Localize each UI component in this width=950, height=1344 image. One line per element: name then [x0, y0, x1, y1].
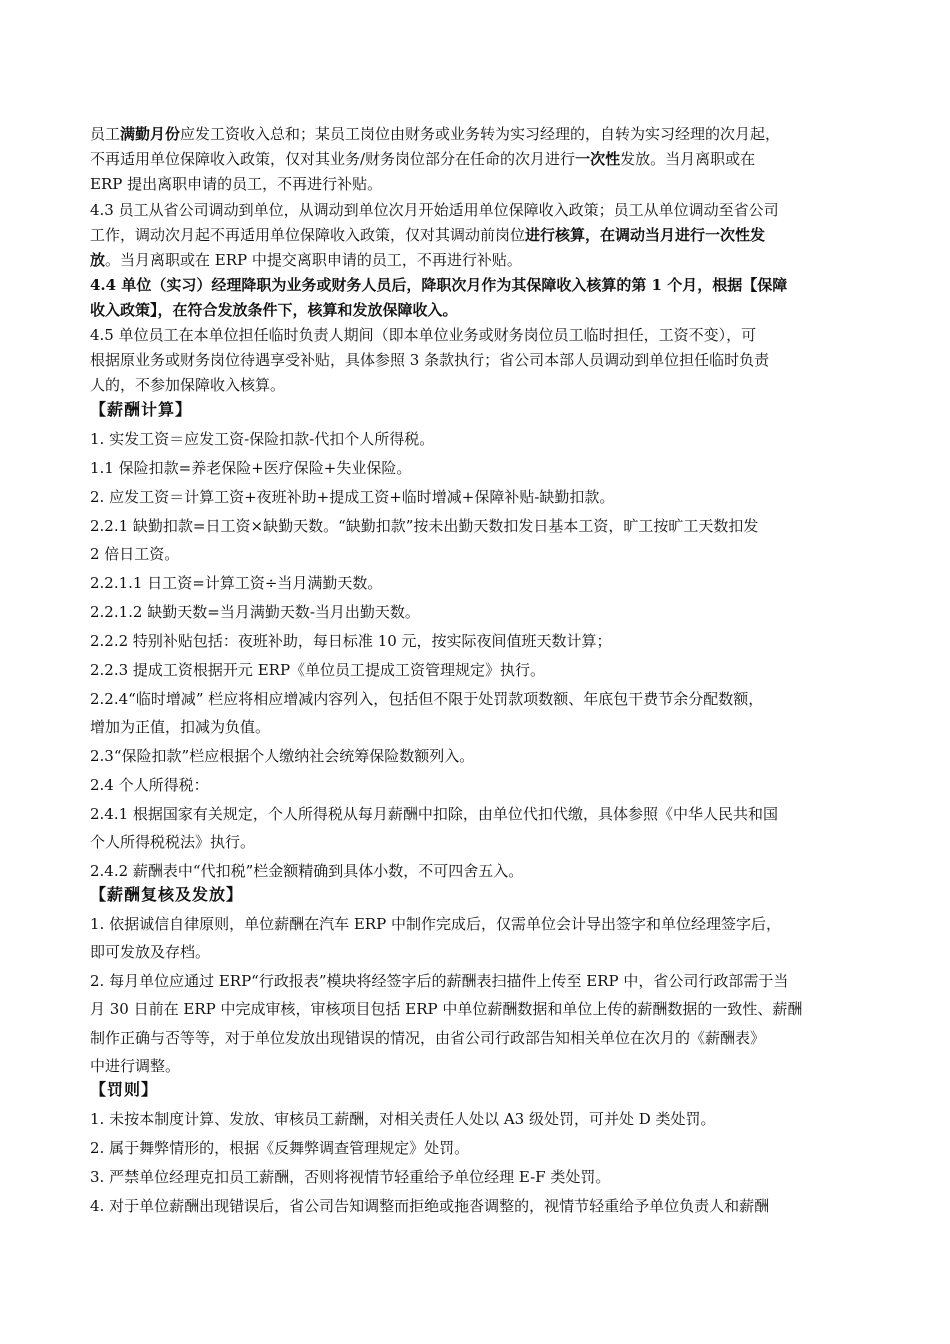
review-line: 即可发放及存档。: [90, 943, 211, 961]
salary-calc-line: 2.2.3 提成工资根据开元 ERP《单位员工提成工资管理规定》执行。: [90, 661, 546, 679]
clause-4-5-line-1: 4.5 单位员工在本单位担任临时负责人期间（即本单位业务或财务岗位员工临时担任，工资不变），可: [90, 326, 757, 344]
text-run: 不再适用单位保障收入政策，仅对其业务/财务岗位部分在任命的次月进行: [90, 150, 576, 168]
section-heading-penalty: 【罚则】: [90, 1080, 159, 1099]
salary-calc-line: 增加为正值，扣减为负值。: [90, 718, 271, 736]
bold-run: 满勤月份: [120, 125, 181, 143]
salary-calc-line: 2.4 个人所得税：: [90, 776, 209, 794]
review-line: 1. 依据诚信自律原则，单位薪酬在汽车 ERP 中制作完成后，仅需单位会计导出签字和单位经理签字后，: [90, 915, 781, 933]
penalty-line: 4. 对于单位薪酬出现错误后，省公司告知调整而拒绝或拖沓调整的，视情节轻重给予单位负责人和薪酬: [90, 1197, 770, 1215]
review-line: 制作正确与否等等，对于单位发放出现错误的情况，由省公司行政部告知相关单位在次月的《薪酬表》: [90, 1029, 766, 1047]
clause-4-4-line-1: 4.4 单位（实习）经理降职为业务或财务人员后，降职次月作为其保障收入核算的第 1 个月，根据【保障: [90, 276, 788, 294]
bold-run: 放: [90, 251, 106, 269]
salary-calc-line: 2.2.1.2 缺勤天数=当月满勤天数-当月出勤天数。: [90, 603, 420, 621]
section-heading-salary-calc: 【薪酬计算】: [90, 400, 193, 419]
penalty-line: 1. 未按本制度计算、发放、审核员工薪酬，对相关责任人处以 A3 级处罚，可并处 D 类处罚。: [90, 1110, 716, 1128]
review-line: 中进行调整。: [90, 1057, 181, 1075]
salary-calc-line: 2.4.2 薪酬表中“代扣税”栏金额精确到具体小数，不可四舍五入。: [90, 862, 524, 880]
bold-run: 进行核算，在调动当月进行一次性发: [525, 226, 766, 244]
clause-4-4-line-2: 收入政策】，在符合发放条件下，核算和发放保障收入。: [90, 301, 458, 319]
text-run: 。当月离职或在 ERP 中提交离职申请的员工，不再进行补贴。: [105, 251, 522, 269]
salary-calc-line: 2.4.1 根据国家有关规定，个人所得税从每月薪酬中扣除，由单位代扣代缴，具体参照《中华人民共和国: [90, 805, 778, 823]
section-heading-review: 【薪酬复核及发放】: [90, 885, 244, 904]
salary-calc-line: 1.1 保险扣款=养老保险+医疗保险+失业保险。: [90, 459, 412, 477]
text-run: 发放。当月离职或在: [620, 150, 756, 168]
salary-calc-line: 2. 应发工资＝计算工资+夜班补助+提成工资+临时增减+保障补贴-缺勤扣款。: [90, 488, 615, 506]
review-line: 月 30 日前在 ERP 中完成审核，审核项目包括 ERP 中单位薪酬数据和单位上传的薪酬数据的一致性、薪酬: [90, 1000, 803, 1018]
salary-calc-line: 2.2.1 缺勤扣款=日工资×缺勤天数。“缺勤扣款”按未出勤天数扣发日基本工资，旷工按旷工天数扣发: [90, 517, 759, 535]
salary-calc-line: 2.3“保险扣款”栏应根据个人缴纳社会统筹保险数额列入。: [90, 747, 475, 765]
penalty-line: 3. 严禁单位经理克扣员工薪酬，否则将视情节轻重给予单位经理 E-F 类处罚。: [90, 1168, 611, 1186]
penalty-line: 2. 属于舞弊情形的，根据《反舞弊调查管理规定》处罚。: [90, 1139, 470, 1157]
clause-4-3-line-3: [90, 249, 870, 271]
intro-line-3: ERP 提出离职申请的员工，不再进行补贴。: [90, 175, 383, 193]
review-line: 2. 每月单位应通过 ERP“行政报表”模块将经签字后的薪酬表扫描件上传至 ERP 中，省公司行政部需于当: [90, 972, 789, 990]
text-run: 应发工资收入总和；某员工岗位由财务或业务转为实习经理的，自转为实习经理的次月起，: [180, 125, 781, 143]
clause-4-5-line-2: 根据原业务或财务岗位待遇享受补贴，具体参照 3 条款执行；省公司本部人员调动到单位担任临时负责: [90, 351, 770, 369]
salary-calc-line: 1. 实发工资＝应发工资-保险扣款-代扣个人所得税。: [90, 430, 435, 448]
clause-4-5-line-3: 人的，不参加保障收入核算。: [90, 376, 286, 394]
salary-calc-line: 2.2.1.1 日工资=计算工资÷当月满勤天数。: [90, 574, 383, 592]
salary-calc-line: 2 倍日工资。: [90, 545, 180, 563]
salary-calc-line: 2.2.2 特别补贴包括：夜班补助，每日标准 10 元，按实际夜间值班天数计算；: [90, 632, 612, 650]
clause-4-3-line-1: 4.3 员工从省公司调动到单位，从调动到单位次月开始适用单位保障收入政策；员工从单位调动至省公司: [90, 201, 779, 219]
text-run: 员工: [90, 125, 121, 143]
clause-4-3-line-2: [90, 224, 870, 246]
text-run: 工作，调动次月起不再适用单位保障收入政策，仅对其调动前岗位: [90, 226, 526, 244]
salary-calc-line: 2.2.4“临时增减” 栏应将相应增减内容列入，包括但不限于处罚款项数额、年底包干费节余分配数额，: [90, 690, 764, 708]
intro-line-1: [90, 123, 870, 145]
bold-run: 一次性: [575, 150, 621, 168]
intro-line-2: [90, 148, 870, 170]
salary-calc-line: 个人所得税税法》执行。: [90, 833, 256, 851]
